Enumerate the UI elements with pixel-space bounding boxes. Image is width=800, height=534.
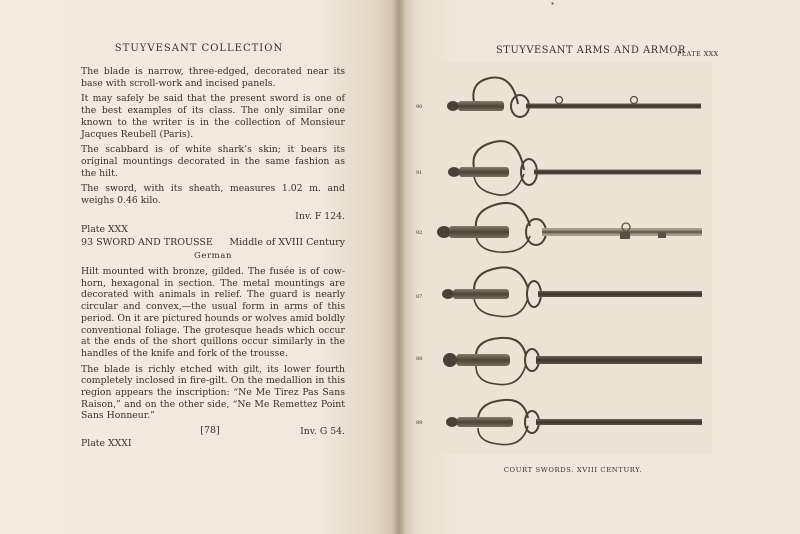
left-running-head: STUYVESANT COLLECTION	[114, 43, 284, 54]
paragraph: Hilt mounted with bronze, gilded. The fusée is of cow-horn, hexagonal in section. The metal mountings are decorated with animals in relief. The guard is nearly circular and convex,—the usual form in arms of this period. On it are pictured hounds or wolves amid boldly conventional foliage. The grotesque heads which occur at the ends of the short quillons occur similarly in the handles of the knife and fork of the trousse.	[81, 266, 345, 359]
inventory-number: Inv. F 124.	[295, 210, 345, 222]
top-mark: *	[551, 2, 554, 9]
swords-illustration	[434, 62, 712, 454]
plate-caption: COURT SWORDS. XVIII CENTURY.	[503, 466, 643, 474]
plate-label: PLATE XXX	[677, 50, 719, 58]
entry-title: 93 SWORD AND TROUSSE	[81, 237, 213, 248]
plate-number: 88	[416, 356, 423, 362]
entry-date: Middle of XVIII Century	[229, 237, 345, 248]
left-text-top	[81, 66, 345, 236]
sword-plate-photo	[434, 62, 712, 454]
paragraph: It may safely be said that the present sword is one of the best examples of its class. The only similar one known to the writer is in the collection of Monsieur Jacques Reubell (Paris).	[81, 93, 345, 140]
plate-number: 89	[416, 420, 423, 426]
right-running-head: STUYVESANT ARMS AND ARMOR	[496, 45, 687, 56]
plate-number: 91	[416, 170, 423, 176]
paragraph: The blade is narrow, three-edged, decorated near its base with scroll-work and incised panels.	[81, 66, 345, 89]
entry-heading	[81, 237, 345, 248]
inventory-number: Inv. G 54.	[300, 426, 345, 438]
paragraph: The scabbard is of white shark’s skin; it bears its original mountings decorated in the same fashion as the hilt.	[81, 144, 345, 179]
plate-reference: Plate XXX	[81, 224, 128, 236]
plate-number: 90	[416, 104, 423, 110]
page-number: [78]	[200, 425, 220, 436]
left-text-bottom	[81, 266, 345, 450]
plate-number: 92	[416, 230, 423, 236]
paragraph: The blade is richly etched with gilt, its lower fourth completely inclosed in fire-gilt. On the medallion in this region appears the inscription: “Ne Me Tirez Pas Sans Raison,” and on the other side, “Ne Me Remettez Point Sans Honneur.”	[81, 363, 345, 422]
paragraph: The sword, with its sheath, measures 1.02 m. and weighs 0.46 kilo.	[81, 183, 345, 207]
plate-number: 87	[416, 294, 423, 300]
entry-origin: German	[193, 251, 233, 261]
book-gutter	[392, 0, 406, 534]
plate-reference: Plate XXXI	[81, 437, 132, 449]
